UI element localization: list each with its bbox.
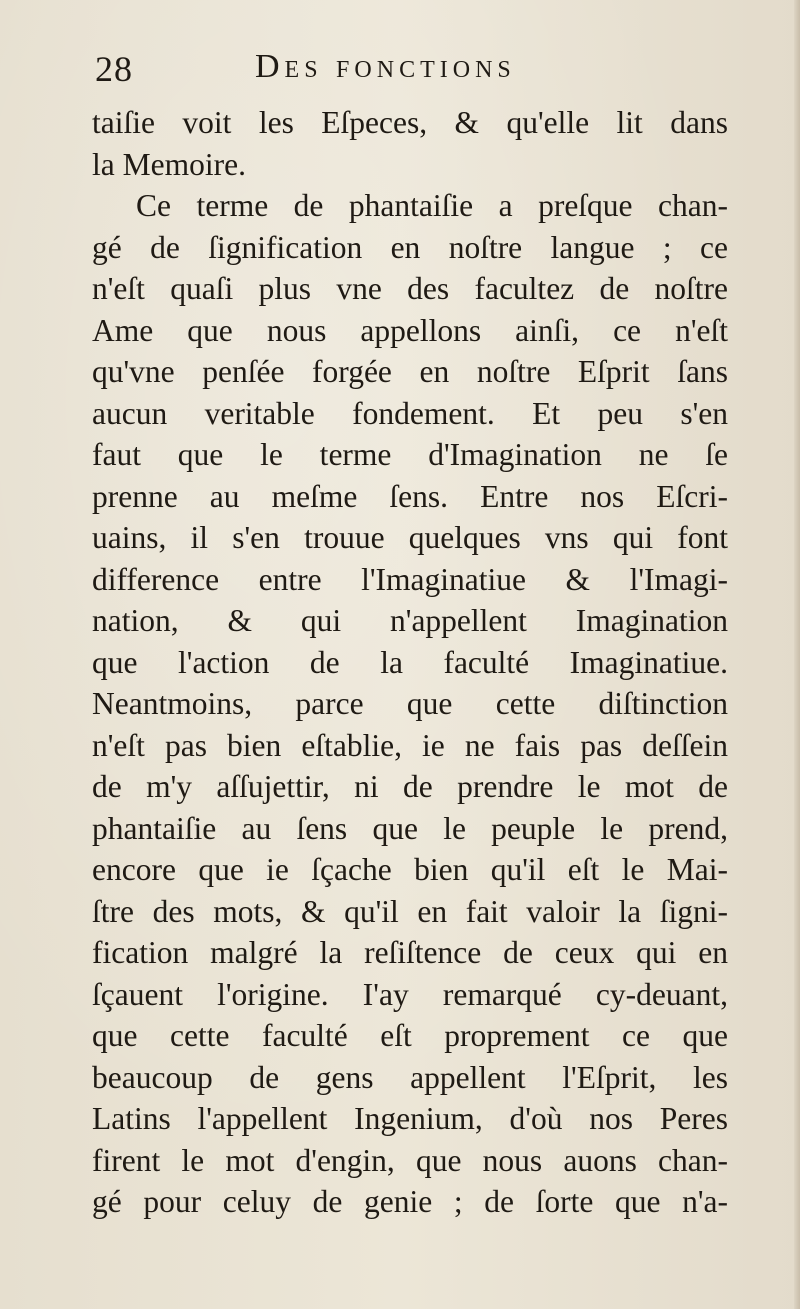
text-line: firent le mot d'engin, que nous auons chan- (92, 1142, 728, 1178)
text-line: prenne au meſme ſens. Entre nos Eſcri- (92, 478, 728, 514)
text-line: taiſie voit les Eſpeces, & qu'elle lit dans (92, 105, 728, 140)
text-line: Ame que nous appellons ainſi, ce n'eſt (92, 312, 728, 348)
text-line: que l'action de la faculté Imaginatiue. (92, 644, 728, 680)
body-text (92, 102, 728, 1223)
text-line: faut que le terme d'Imagination ne ſe (92, 437, 728, 472)
text-line: encore que ie ſçache bien qu'il eſt le Mai- (92, 852, 728, 887)
page-number: 28 (95, 49, 133, 89)
text-line: phantaiſie au ſens que le peuple le prend, (92, 810, 728, 846)
text-line: la Memoire. (92, 146, 246, 182)
text-line: uains, il s'en trouue quelques vns qui font (92, 520, 728, 555)
text-line: que cette faculté eſt proprement ce que (92, 1018, 728, 1053)
text-line: Neantmoins, parce que cette diſtinction (92, 686, 728, 721)
text-line: n'eſt pas bien eſtablie, ie ne fais pas deſſein (92, 727, 728, 763)
text-line: difference entre l'Imaginatiue & l'Imagi- (92, 561, 728, 597)
text-line: Ce terme de phantaiſie a preſque chan- (136, 188, 728, 223)
text-line: ſtre des mots, & qu'il en fait valoir la ſigni- (92, 893, 728, 929)
text-line: beaucoup de gens appellent l'Eſprit, les (92, 1059, 728, 1095)
text-line: Latins l'appellent Ingenium, d'où nos Peres (92, 1101, 728, 1136)
text-line: de m'y aſſujettir, ni de prendre le mot de (92, 769, 728, 804)
text-line: qu'vne penſée forgée en noſtre Eſprit ſans (92, 354, 728, 389)
text-line: fication malgré la reſiſtence de ceux qui en (92, 935, 728, 970)
page-header (95, 48, 735, 98)
page-edge-shadow (794, 0, 800, 1309)
text-line: aucun veritable fondement. Et peu s'en (92, 395, 728, 431)
text-line: gé pour celuy de genie ; de ſorte que n'a- (92, 1184, 728, 1219)
text-line: nation, & qui n'appellent Imagination (92, 603, 728, 638)
running-title: Des fonctions (255, 48, 516, 85)
text-line: ſçauent l'origine. I'ay remarqué cy-deuant, (92, 976, 728, 1012)
text-line: gé de ſignification en noſtre langue ; ce (92, 229, 728, 265)
text-line: n'eſt quaſi plus vne des facultez de noſtre (92, 271, 728, 306)
